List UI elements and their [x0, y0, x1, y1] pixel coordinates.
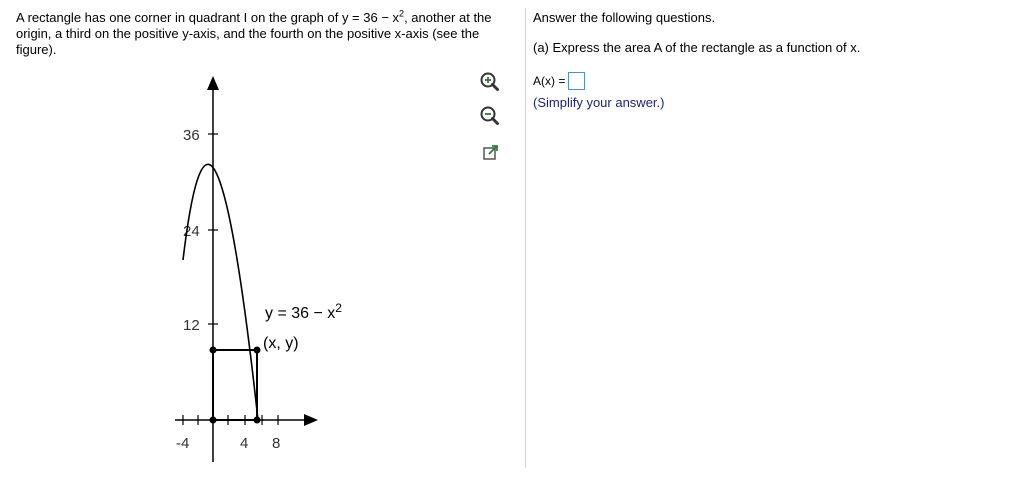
problem-statement: [16, 10, 521, 58]
problem-superscript: 2: [399, 8, 405, 19]
point-label: (x, y): [263, 335, 299, 352]
y-axis-arrow: [207, 76, 219, 90]
simplify-hint: (Simplify your answer.): [533, 95, 665, 110]
x-tick-label-8: 8: [272, 435, 281, 452]
y-tick-label-12: 12: [183, 317, 200, 334]
problem-text-part1: A rectangle has one corner in quadrant I on the graph of y = 36 − x: [16, 10, 400, 25]
curve-label-exponent: 2: [335, 301, 342, 315]
parabola-graph: [150, 70, 340, 470]
curve-label: [265, 301, 342, 322]
curve-label-text: y = 36 − x: [265, 305, 336, 322]
answer-input[interactable]: [568, 72, 585, 90]
answer-pane: [533, 0, 1013, 489]
question-a: (a) Express the area A of the rectangle as a function of x.: [533, 40, 861, 55]
point-curve: [254, 347, 261, 354]
zoom-in-button[interactable]: [478, 70, 502, 94]
zoom-in-icon: [478, 70, 502, 94]
x-tick-label-4: 4: [240, 435, 249, 452]
answer-label: A(x) =: [533, 74, 566, 88]
instructions-text: Answer the following questions.: [533, 10, 716, 25]
pane-divider: [525, 8, 526, 468]
point-x-axis: [254, 417, 261, 424]
y-tick-label-36: 36: [183, 127, 200, 144]
problem-text-part2: , another at the origin, a third on the positive y-axis, and the fourth on the positive x-axis (see the figure).: [16, 10, 492, 57]
zoom-out-icon: [478, 104, 502, 128]
parabola-curve: [183, 164, 258, 420]
zoom-out-button[interactable]: [478, 104, 502, 128]
answer-row: [533, 72, 585, 90]
point-y-axis: [210, 347, 217, 354]
external-window-icon: [479, 140, 503, 164]
x-tick-label--4: -4: [176, 435, 190, 452]
point-origin: [210, 417, 217, 424]
popout-button[interactable]: [479, 140, 503, 164]
x-axis-arrow: [304, 414, 318, 426]
y-tick-label-24: 24: [183, 223, 200, 240]
